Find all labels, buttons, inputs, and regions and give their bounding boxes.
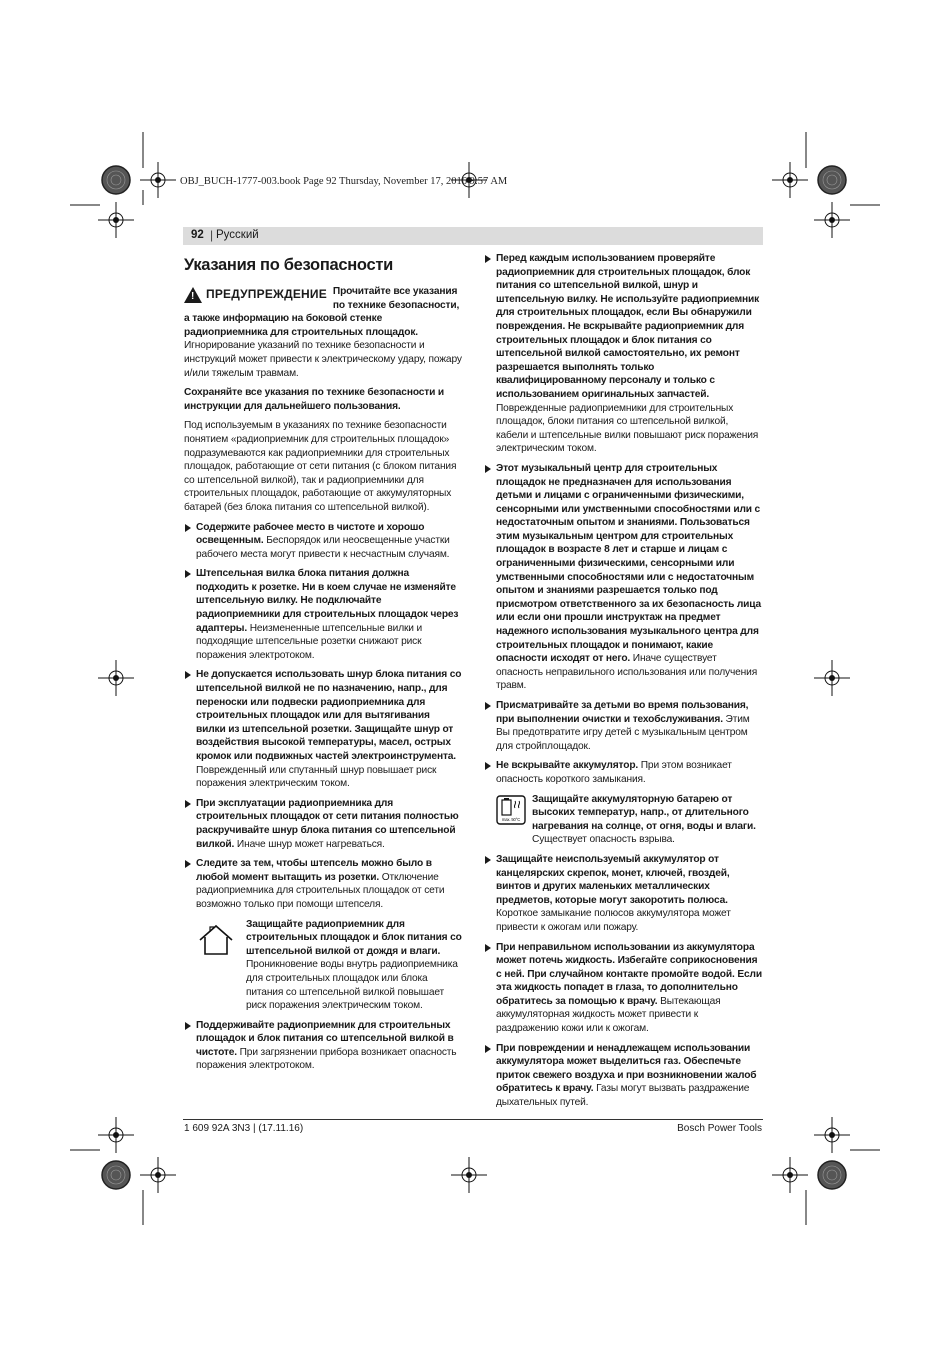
footer-doc-number: 1 609 92A 3N3 | (17.11.16): [184, 1123, 304, 1134]
footer-rule: [183, 1119, 763, 1120]
list-item: При неправильном использовании из аккумулятора может потечь жидкость. Избегайте соприкосновения с ней. При случайном контакте промойте водой. Если эта жидкость попадет в глаза, то дополнительно обратитесь за помощью к врачу. Вытекающая аккумуляторная жидкость может привести к раздражению кожи или к ожогам.: [484, 941, 762, 1036]
right-column: [484, 252, 762, 1116]
keep-instructions-notice: Сохраняйте все указания по технике безопасности и инструкции для дальнейшего пользования.: [184, 387, 445, 412]
list-item: Не вскрывайте аккумулятор. При этом возникает опасность короткого замыкания.: [484, 759, 762, 786]
warning-block: [184, 285, 462, 380]
list-item: Содержите рабочее место в чистоте и хорошо освещенным. Беспорядок или неосвещенные участки рабочего места могут привести к несчастным случаям.: [184, 521, 462, 562]
list-item: Присматривайте за детьми во время пользования, при выполнении очистки и техобслуживания. Этим Вы предотвратите игру детей с музыкальным центром для стройплощадок.: [484, 699, 762, 753]
list-item: Штепсельная вилка блока питания должна подходить к розетке. Ни в коем случае не изменяйте штепсельную вилку. Не подключайте радиоприемники для строительных площадок через адаптеры. Неизмененные штепсельные вилки и подходящие штепсельные розетки снижают риск поражения электротоком.: [184, 567, 462, 662]
page-number: 92: [191, 229, 204, 241]
warning-text: Игнорирование указаний по технике безопасности и инструкций может привести к электрическому удару, пожару и/или тяжелым травмам.: [184, 340, 462, 379]
warning-triangle-icon: !: [184, 287, 202, 303]
warning-badge: [184, 286, 327, 304]
house-rain-icon: [196, 920, 236, 960]
list-item: Поддерживайте радиоприемник для строительных площадок и блок питания со штепсельной вилкой в чистоте. При загрязнении прибора возникает опасность поражения электротоком.: [184, 1019, 462, 1073]
print-slug: OBJ_BUCH-1777-003.book Page 92 Thursday, November 17, 2016 9:57 AM: [180, 176, 508, 187]
heat-notice: max. 50°C Защищайте аккумуляторную батарею от высоких температур, напр., от длительного нагревания на солнце, от огня, воды и влаги. Существует опасность взрыва.: [496, 793, 762, 847]
footer-brand: Bosch Power Tools: [677, 1123, 762, 1134]
page-header: [183, 227, 763, 245]
list-item: Следите за тем, чтобы штепсель можно было в любой момент вытащить из розетки. Отключение радиоприемника для строительных площадок от сети возможно только при помощи штепселя.: [184, 857, 462, 911]
list-item: Защищайте неиспользуемый аккумулятор от канцелярских скрепок, монет, ключей, гвоздей, винтов и других маленьких металлических предметов, которые могут закоротить полюса. Короткое замыкание полюсов аккумулятора может привести к ожогам или пожару.: [484, 853, 762, 935]
warning-label: ПРЕДУПРЕЖДЕНИЕ: [206, 287, 327, 302]
list-item: Не допускается использовать шнур блока питания со штепсельной вилкой не по назначению, напр., для переноски или подвески радиоприемника для строительных площадок или для вытягивания вилки из штепсельной розетки. Защищайте шнур от воздействия высокой температуры, масел, острых кромок или подвижных частей электроинструмента. Поврежденный или спутанный шнур повышает риск поражения электрическим током.: [184, 668, 462, 790]
list-item: Перед каждым использованием проверяйте радиоприемник для строительных площадок, блок питания со штепсельной вилкой, шнур и штепсельную вилку. Не используйте радиоприемник для строительных площадок, если Вы обнаружили повреждения. Не вскрывайте радиоприемник для строительных площадок и блок питания со штепсельной вилкой самостоятельно, их ремонт разрешается выполнять только квалифицированному персоналу и только с использованием оригинальных запчастей. Поврежденные радиоприемники для строительных площадок, блоки питания со штепсельной вилкой, кабели и штепсельные вилки повышают риск поражения электрическим током.: [484, 252, 762, 456]
list-item: При эксплуатации радиоприемника для строительных площадок от сети питания полностью раскручивайте шнур блока питания со штепсельной вилкой. Иначе шнур может нагреваться.: [184, 797, 462, 851]
warning-bold-text: Прочитайте все указания по технике безопасности, а также информацию на боковой стенке радиоприемника для строительных площадок.: [184, 286, 460, 338]
left-column: [184, 252, 462, 1079]
header-language: Русский: [216, 229, 259, 241]
list-item: Этот музыкальный центр для строительных площадок не предназначен для использования детьми и лицами с ограниченными физическими, сенсорными или умственными способностями или с недостаточным опытом и знаниями. Пользоваться этим музыкальным центром для строительных площадок в возрасте 8 лет и старше и лицам с ограниченными физическими, сенсорными или умственными способностями или с недостаточным опытом и знаниями разрешается только под присмотром ответственного за их безопасность лица или если они прошли инструктаж на предмет надежного использования музыкального центра для строительных площадок и понимают, какие опасности исходят от него. Иначе существует опасность неправильного использования или получения травм.: [484, 462, 762, 693]
header-separator: |: [210, 228, 214, 242]
rain-notice: Защищайте радиоприемник для строительных площадок и блок питания со штепсельной вилкой от дождя и влаги. Проникновение воды внутрь радиоприемника для строительных площадок или блока питания со штепсельной вилкой повышает риск поражения электрическим током.: [196, 918, 462, 1013]
list-item: При повреждении и ненадлежащем использовании аккумулятора может выделиться газ. Обеспечьте приток свежего воздуха и при возникновении жалоб обратитесь к врачу. Газы могут вызвать раздражение дыхательных путей.: [484, 1042, 762, 1110]
heat-icon-label: max. 50°C: [501, 816, 521, 822]
section-title: Указания по безопасности: [184, 256, 393, 274]
intro-paragraph: Под используемым в указаниях по технике безопасности понятием «радиоприемник для строительных площадок» подразумеваются как радиоприемники для строительных площадок, работающие от сети питания (с блоком питания со штепсельной вилкой), так и радиоприемники для строительных площадок, работающие от аккумуляторных батарей (без блока питания со штепсельной вилкой).: [184, 420, 457, 513]
battery-heat-icon: [496, 795, 526, 825]
